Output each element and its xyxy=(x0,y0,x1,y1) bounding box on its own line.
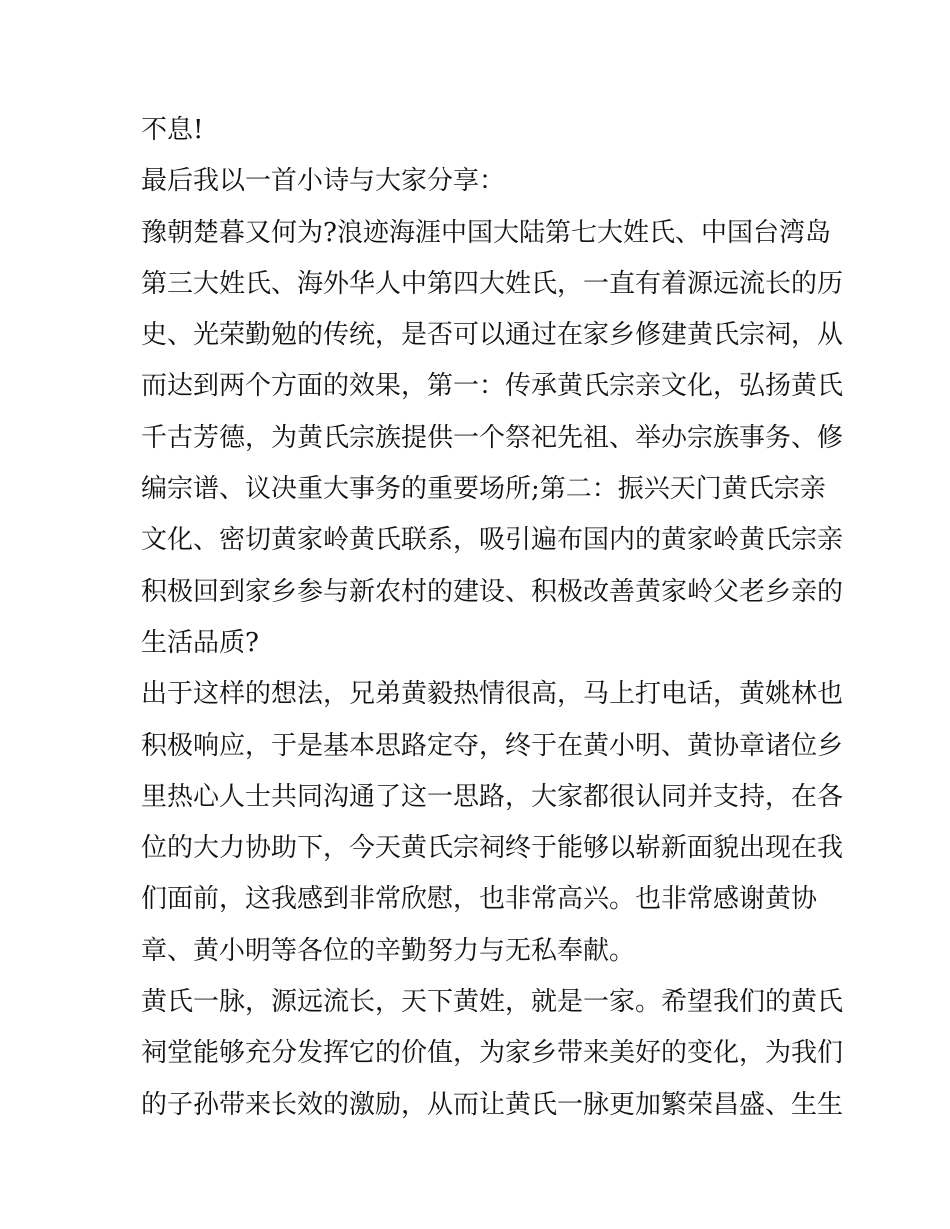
body-text xyxy=(141,105,844,1131)
text-line: 位的大力协助下，今天黄氏宗祠终于能够以崭新面貌出现在我 xyxy=(141,833,844,864)
text-line: 最后我以一首小诗与大家分享： xyxy=(141,166,506,197)
text-line: 黄氏一脉，源远流长，天下黄姓，就是一家。希望我们的黄氏 xyxy=(141,987,844,1018)
text-line: 史、光荣勤勉的传统，是否可以通过在家乡修建黄氏宗祠，从 xyxy=(141,320,844,351)
text-line: 们面前，这我感到非常欣慰，也非常高兴。也非常感谢黄协 xyxy=(141,884,818,915)
text-line: 编宗谱、议决重大事务的重要场所;第二：振兴天门黄氏宗亲 xyxy=(141,474,826,505)
text-line: 文化、密切黄家岭黄氏联系，吸引遍布国内的黄家岭黄氏宗亲 xyxy=(141,525,844,556)
text-line: 千古芳德，为黄氏宗族提供一个祭祀先祖、举办宗族事务、修 xyxy=(141,422,844,453)
text-line: 的子孙带来长效的激励，从而让黄氏一脉更加繁荣昌盛、生生 xyxy=(141,1089,844,1120)
text-line: 第三大姓氏、海外华人中第四大姓氏，一直有着源远流长的历 xyxy=(141,268,844,299)
text-line: 而达到两个方面的效果，第一：传承黄氏宗亲文化，弘扬黄氏 xyxy=(141,371,844,402)
text-line: 豫朝楚暮又何为?浪迹海涯中国大陆第七大姓氏、中国台湾岛 xyxy=(141,217,831,248)
text-line: 生活品质? xyxy=(141,627,259,658)
text-line: 不息! xyxy=(141,115,204,145)
text-line: 里热心人士共同沟通了这一思路，大家都很认同并支持，在各 xyxy=(141,781,844,812)
text-line: 积极回到家乡参与新农村的建设、积极改善黄家岭父老乡亲的 xyxy=(141,576,844,607)
text-line: 祠堂能够充分发挥它的价值，为家乡带来美好的变化，为我们 xyxy=(141,1038,844,1069)
text-line: 章、黄小明等各位的辛勤努力与无私奉献。 xyxy=(141,935,636,966)
text-line: 出于这样的想法，兄弟黄毅热情很高，马上打电话，黄姚林也 xyxy=(141,679,844,710)
text-line: 积极响应，于是基本思路定夺，终于在黄小明、黄协章诸位乡 xyxy=(141,730,844,761)
